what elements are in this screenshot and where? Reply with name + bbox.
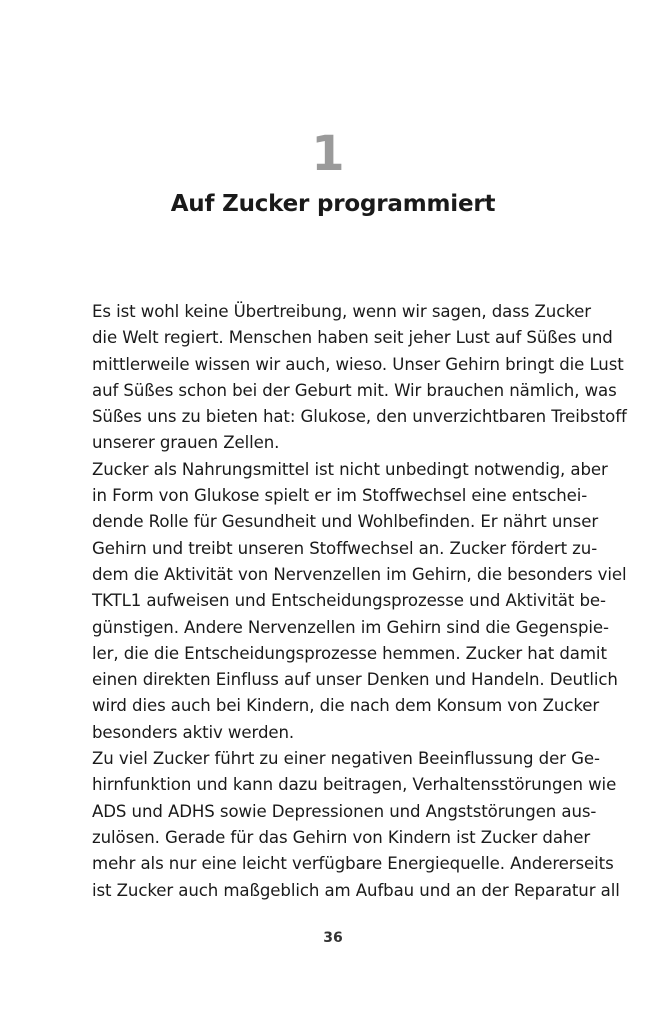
text-line: günstigen. Andere Nervenzellen im Gehirn sind die Gegenspie- bbox=[92, 617, 609, 637]
text-line: unserer grauen Zellen. bbox=[92, 433, 280, 453]
text-line: Gehirn und treibt unseren Stoffwechsel an. Zucker fördert zu- bbox=[92, 538, 598, 558]
page-number: 36 bbox=[323, 930, 343, 946]
text-line: in Form von Glukose spielt er im Stoffwechsel eine entschei- bbox=[92, 486, 588, 506]
text-line: zulösen. Gerade für das Gehirn von Kindern ist Zucker daher bbox=[92, 827, 591, 847]
text-line: mehr als nur eine leicht verfügbare Energiequelle. Andererseits bbox=[92, 854, 614, 874]
text-line: auf Süßes schon bei der Geburt mit. Wir brauchen nämlich, was bbox=[92, 380, 617, 400]
text-line: Es ist wohl keine Übertreibung, wenn wir sagen, dass Zucker bbox=[92, 302, 591, 321]
body-text bbox=[92, 299, 627, 904]
text-line: besonders aktiv werden. bbox=[92, 722, 295, 742]
chapter-number: 1 bbox=[311, 126, 345, 182]
text-line: einen direkten Einfluss auf unser Denken und Handeln. Deutlich bbox=[92, 670, 618, 690]
text-line: Süßes uns zu bieten hat: Glukose, den unverzichtbaren Treibstoff bbox=[92, 407, 627, 427]
text-line: Zucker als Nahrungsmittel ist nicht unbedingt notwendig, aber bbox=[92, 459, 608, 479]
text-line: die Welt regiert. Menschen haben seit jeher Lust auf Süßes und bbox=[92, 328, 613, 348]
chapter-title: Auf Zucker programmiert bbox=[170, 191, 496, 217]
text-line: ist Zucker auch maßgeblich am Aufbau und an der Reparatur all bbox=[92, 880, 620, 900]
text-line: dende Rolle für Gesundheit und Wohlbefinden. Er nährt unser bbox=[92, 512, 599, 532]
text-line: ler, die die Entscheidungsprozesse hemmen. Zucker hat damit bbox=[92, 643, 607, 663]
text-line: TKTL1 aufweisen und Entscheidungsprozesse und Aktivität be- bbox=[92, 591, 606, 611]
text-line: dem die Aktivität von Nervenzellen im Gehirn, die besonders viel bbox=[92, 564, 627, 584]
text-line: mittlerweile wissen wir auch, wieso. Unser Gehirn bringt die Lust bbox=[92, 354, 624, 374]
text-line: Zu viel Zucker führt zu einer negativen Beeinflussung der Ge- bbox=[92, 749, 600, 769]
text-line: ADS und ADHS sowie Depressionen und Angststörungen aus- bbox=[92, 801, 597, 821]
text-line: hirnfunktion und kann dazu beitragen, Verhaltensstörungen wie bbox=[92, 775, 617, 795]
text-line: wird dies auch bei Kindern, die nach dem Konsum von Zucker bbox=[92, 696, 600, 716]
